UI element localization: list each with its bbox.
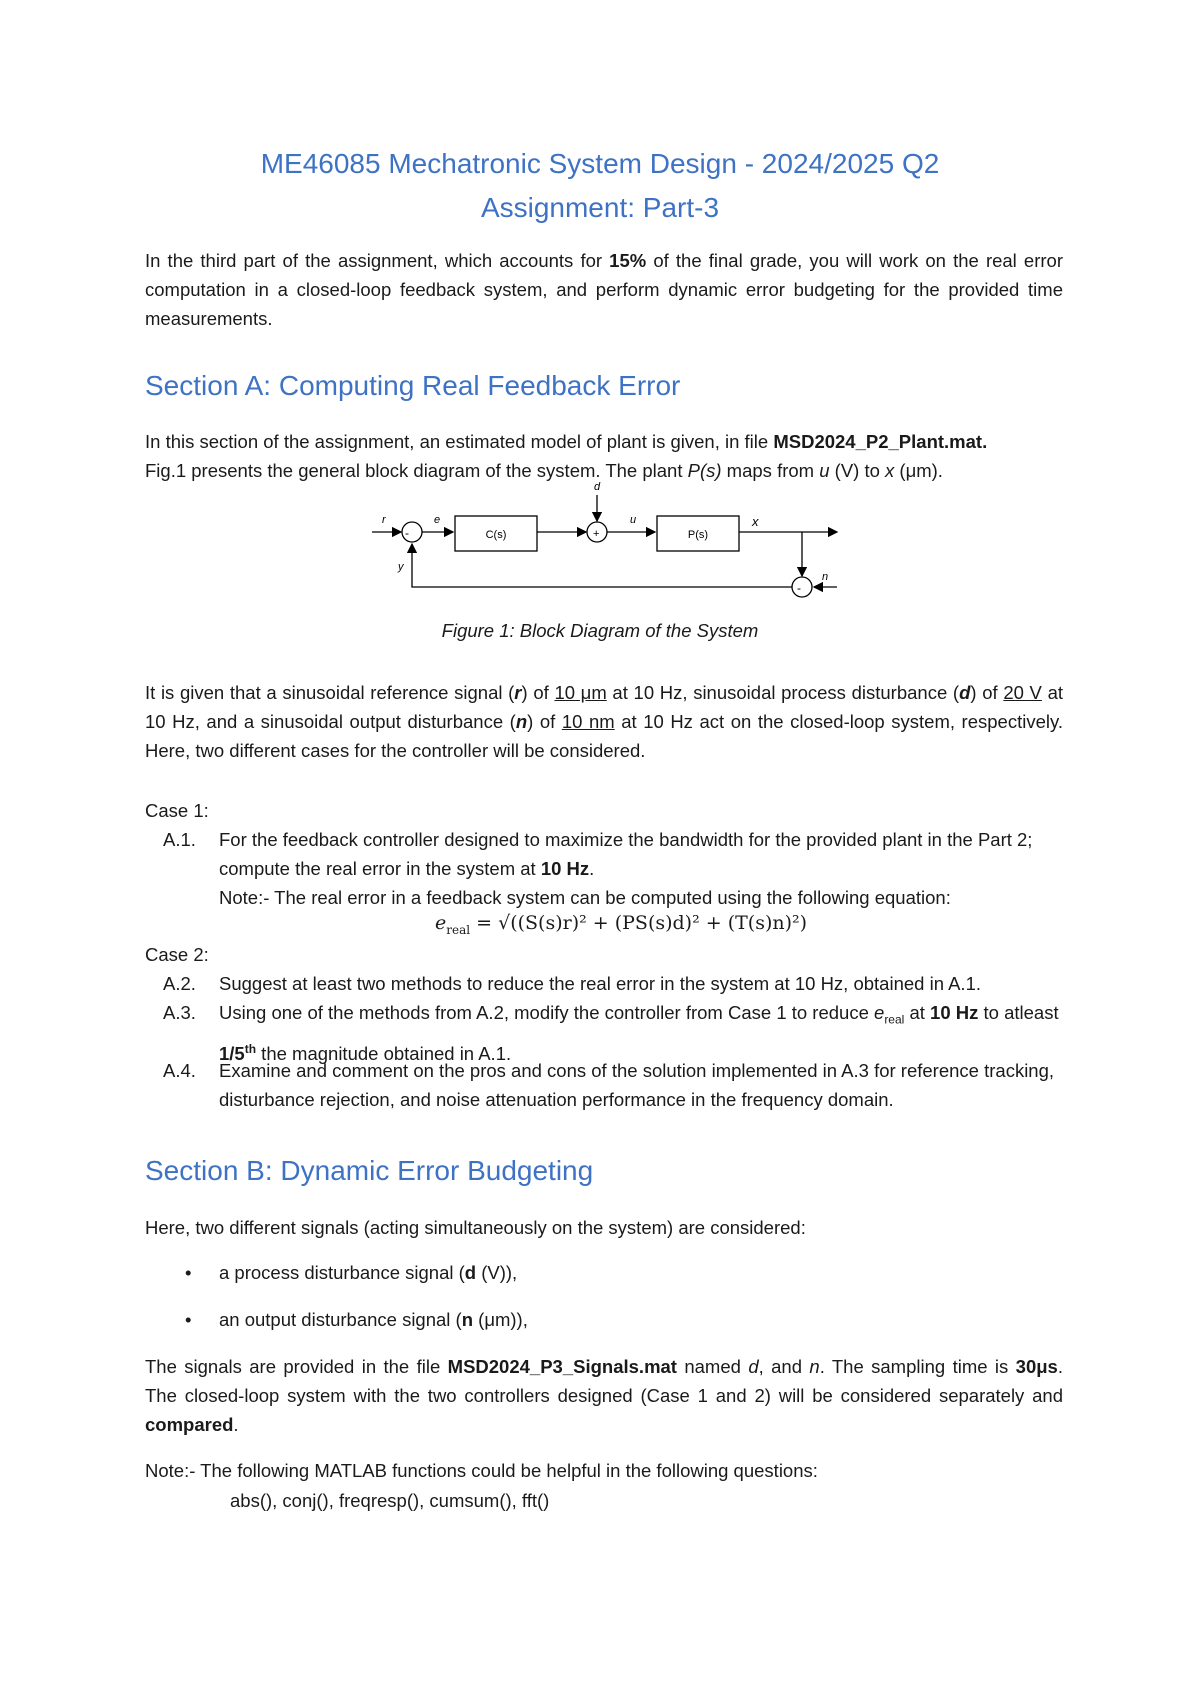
case-2-label: Case 2: [145,944,209,965]
section-b-heading: Section B: Dynamic Error Budgeting [145,1155,594,1186]
real-error-equation: $e_{real} = √((S(s)r)^2 + (PS(s)d)^2 + (T(s)n)^2)$ [435,912,808,937]
label-plant: P(s) [687,529,709,541]
label-controller: C(s) [485,529,507,541]
figure-caption: Figure 1: Block Diagram of the System [441,620,759,641]
question-a1: A.1. For the feedback controller designed to maximize the bandwidth for the provided plant in the Part 2; compute the real error in the system at 10 Hz. Note:- The real error in a feedback system can be computed using the following equation: [163,829,1033,908]
case-1-label: Case 1: [145,800,209,821]
block-diagram [0,480,1200,620]
matlab-functions: abs(), conj(), freqresp(), cumsum(), fft() [230,1490,550,1511]
label-u: u [630,514,637,526]
label-minus-2: - [797,581,801,595]
label-minus-1: - [405,526,409,540]
section-b-signals-paragraph: The signals are provided in the file MSD2024_P3_Signals.mat named d, and n. The sampling time is 30μs. The closed-loop system with the two controllers designed (Case 1 and 2) will be considered separately and compared. [145,1356,1063,1435]
intro-paragraph: In the third part of the assignment, which accounts for 15% of the final grade, you will work on the real error computation in a closed-loop feedback system, and perform dynamic error budgeting for the provided time measurements. [145,250,1063,329]
document-page: ME46085 Mechatronic System Design - 2024/2025 Q2 Assignment: Part-3 In the third part of the assignment, which accounts for 15% of the final grade, you will work on the real error computation in a closed-loop feedback system, and perform dynamic error budgeting for the provided time measurements. Section A: Computing Real Feedback Error In this section of the assignment, an estimated model of plant is given, in file MSD2024_P2_Plant.mat. Fig.1 presents the general block diagram of the system. The plant P(s) maps from u (V) to x (μm). r e C(s) d u P(s) x y n - + - Figure 1: Block Diagram of the System It is given that a sinusoidal reference signal (r) of 10 μm at 10 Hz, sinusoidal process disturbance (d) of 20 V at 10 Hz, and a sinusoidal output disturbance (n) of 10 nm at 10 Hz act on the closed-loop system, respectively. Here, two different cases for the controller will be considered. Case 1: A.1. For the feedback controller designed to maximize the bandwidth for the provided plant in the Part 2; compute the real error in the system at 10 Hz. Note:- The real error in a feedback system can be computed using the following equation: $e_{real} = √((S(s)r)^2 + (PS(s)d)^2 + (T(s)n)^2)$ Case 2: A.2. Suggest at least two methods to reduce the real error in the system at 10 Hz, obtained in A.1. A.3. Using one of the methods from A.2, modify the controller from Case 1 to reduce $e_{real}$ at 10 Hz to atleast 1/5th the magnitude obtained in A.1. A.4. Examine and comment on the pros and cons of the solution implemented in A.3 for reference tracking, disturbance rejection, and noise attenuation performance in the frequency domain. Section B: Dynamic Error Budgeting Here, two different signals (acting simultaneously on the system) are considered: • a process disturbance signal (d (V)), • an output disturbance signal (n (μm)), The signals are provided in the file MSD2024_P3_Signals.mat named d, and n. The sampling time is 30μs. The closed-loop system with the two controllers designed (Case 1 and 2) will be considered separately and compared. Note:- The following MATLAB functions could be helpful in the following questions: abs(), conj(), freqresp(), cumsum(), fft() [0,0,1200,1696]
label-r: r [382,514,386,526]
section-a-heading: Section A: Computing Real Feedback Error [145,370,681,401]
section-a-intro: In this section of the assignment, an estimated model of plant is given, in file MSD2024_P2_Plant.mat. Fig.1 presents the general block diagram of the system. The plant P(s) maps from u (V) to x (μm). [145,431,988,481]
label-e: e [434,514,441,526]
summing-junction-3 [792,577,812,597]
label-x: x [752,514,759,529]
section-b-note: Note:- The following MATLAB functions could be helpful in the following questions: [145,1460,818,1481]
label-y: y [398,561,404,573]
page-title: ME46085 Mechatronic System Design - 2024/2025 Q2 [260,148,940,179]
section-b-intro: Here, two different signals (acting simultaneously on the system) are considered: [145,1217,806,1238]
page-subtitle: Assignment: Part-3 [480,192,720,223]
label-plus: + [593,528,600,540]
section-a-signals-paragraph: It is given that a sinusoidal reference signal (r) of 10 μm at 10 Hz, sinusoidal process disturbance (d) of 20 V at 10 Hz, and a sinusoidal output disturbance (n) of 10 nm at 10 Hz act on the closed-loop system, respectively. Here, two different cases for the controller will be considered. [145,682,1064,761]
label-n: n [822,571,829,583]
label-d: d [594,481,601,493]
